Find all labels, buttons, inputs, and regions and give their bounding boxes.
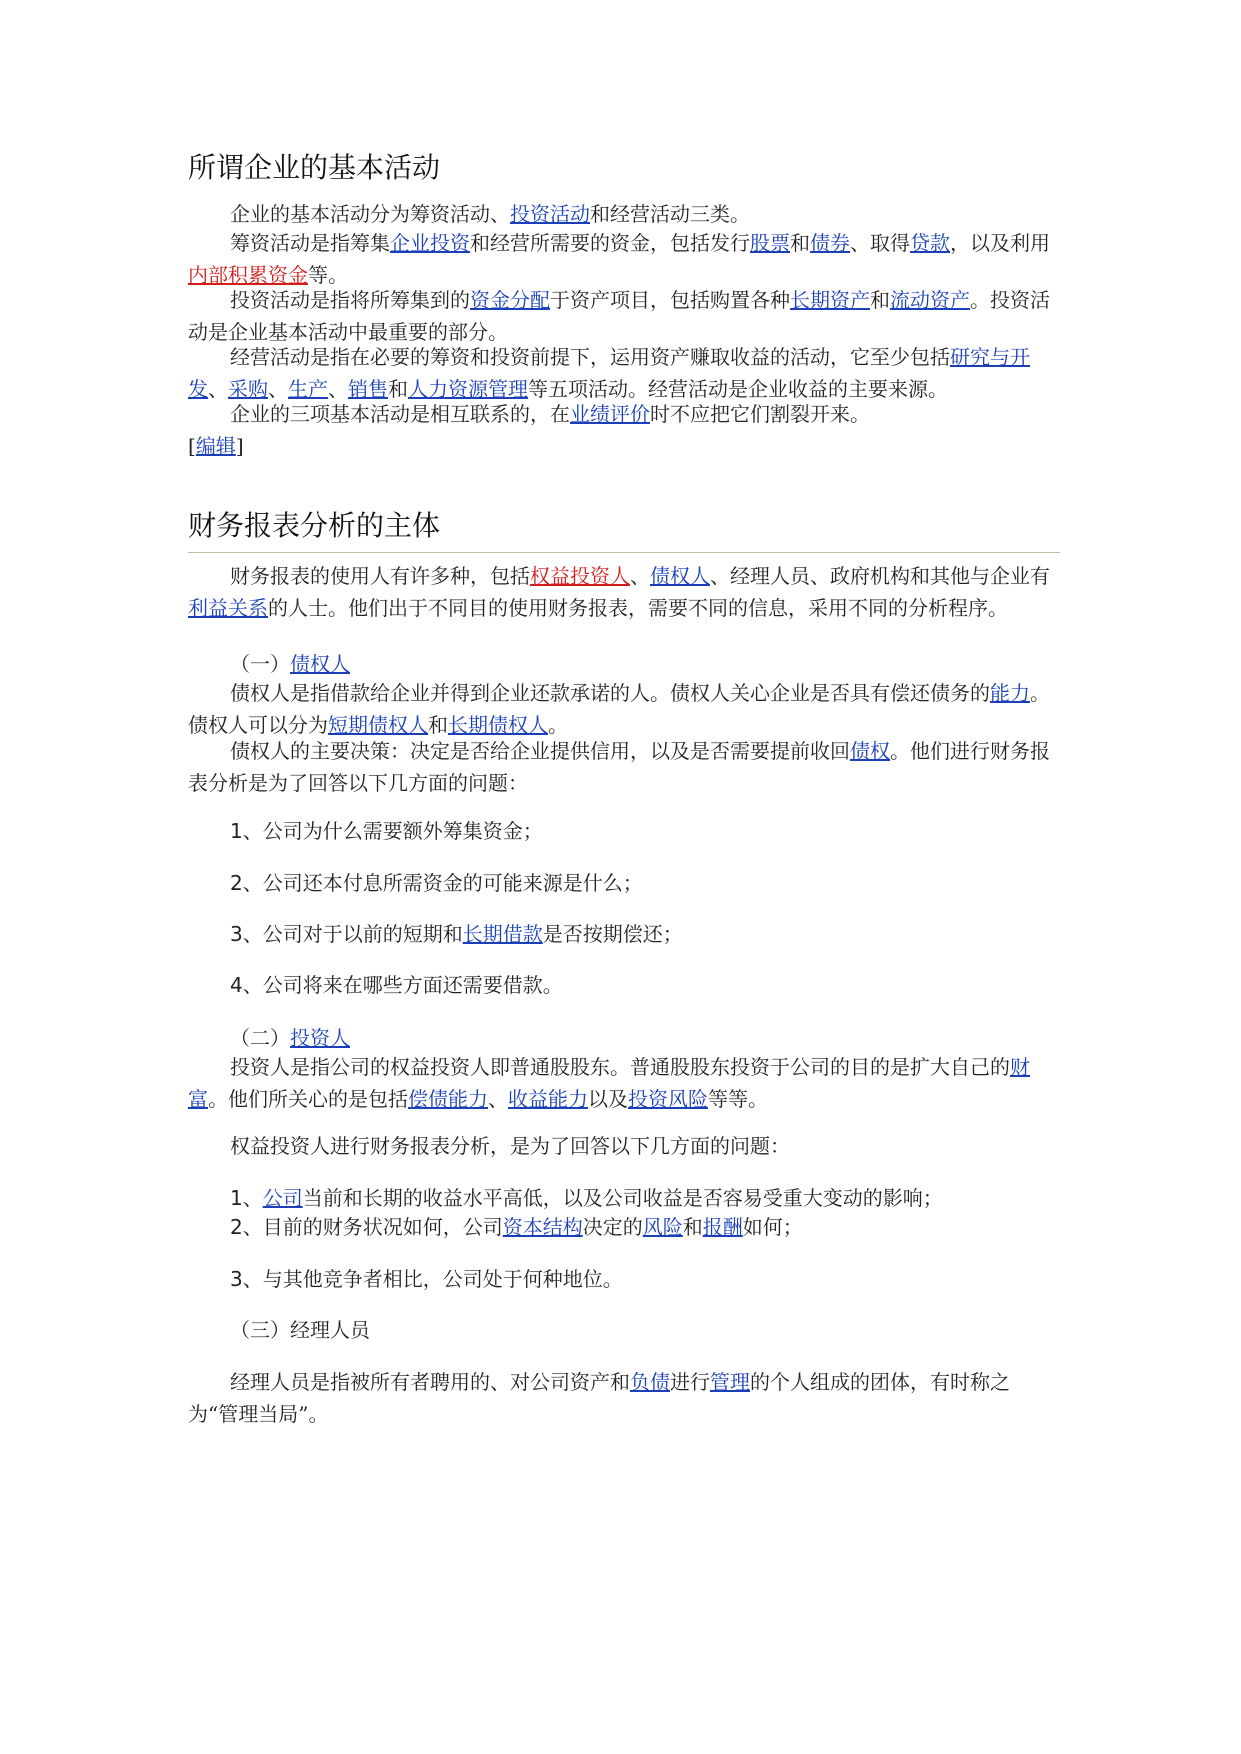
paragraph: 权益投资人进行财务报表分析，是为了回答以下几方面的问题： <box>230 1134 790 1158</box>
link-long-term-creditor[interactable]: 长期债权人 <box>448 713 548 737</box>
link-stock[interactable]: 股票 <box>750 231 790 255</box>
link-interest-relation[interactable]: 利益关系 <box>188 596 268 620</box>
paragraph: 经营活动是指在必要的筹资和投资前提下，运用资产赚取收益的活动，它至少包括研究与开发、采购、生产、销售和人力资源管理等五项活动。经营活动是企业收益的主要来源。 <box>188 345 1030 401</box>
link-enterprise-investment[interactable]: 企业投资 <box>390 231 470 255</box>
list-item: 2、目前的财务状况如何，公司资本结构决定的风险和报酬如何； <box>230 1215 803 1239</box>
link-creditor-heading[interactable]: 债权人 <box>290 652 350 676</box>
link-risk[interactable]: 风险 <box>642 1215 683 1239</box>
list-item: 3、公司对于以前的短期和长期借款是否按期偿还； <box>230 922 683 946</box>
link-management[interactable]: 管理 <box>710 1370 750 1394</box>
link-wealth[interactable]: 财富 <box>188 1055 1030 1111</box>
subheading-managers: （三）经理人员 <box>230 1318 370 1342</box>
paragraph: 财务报表的使用人有许多种，包括权益投资人、债权人、经理人员、政府机构和其他与企业有利益关系的人士。他们出于不同目的使用财务报表，需要不同的信息，采用不同的分析程序。 <box>188 564 1050 620</box>
link-reward[interactable]: 报酬 <box>702 1215 743 1239</box>
list-item: 4、公司将来在哪些方面还需要借款。 <box>230 973 563 997</box>
paragraph: 债权人是指借款给企业并得到企业还款承诺的人。债权人关心企业是否具有偿还债务的能力。债权人可以分为短期债权人和长期债权人。 <box>188 681 1050 737</box>
link-bond[interactable]: 债券 <box>810 231 850 255</box>
link-solvency[interactable]: 偿债能力 <box>408 1087 488 1111</box>
link-current-assets[interactable]: 流动资产 <box>890 288 970 312</box>
list-item: 3、与其他竞争者相比，公司处于何种地位。 <box>230 1267 623 1291</box>
link-loan[interactable]: 贷款 <box>910 231 950 255</box>
paragraph: 企业的三项基本活动是相互联系的，在业绩评价时不应把它们割裂开来。 <box>230 402 870 426</box>
link-ability[interactable]: 能力 <box>990 681 1030 705</box>
subheading-investor: （二）投资人 <box>230 1026 350 1050</box>
link-internal-accumulated-funds[interactable]: 内部积累资金 <box>188 263 308 287</box>
subheading-creditor: （一）债权人 <box>230 652 350 676</box>
paragraph: 筹资活动是指筹集企业投资和经营所需要的资金，包括发行股票和债券、取得贷款，以及利用内部积累资金等。 <box>188 231 1050 287</box>
link-capital-structure[interactable]: 资本结构 <box>502 1215 583 1239</box>
link-claim[interactable]: 债权 <box>850 739 890 763</box>
link-long-term-borrowing[interactable]: 长期借款 <box>462 922 543 946</box>
link-procurement[interactable]: 采购 <box>228 377 268 401</box>
link-fund-allocation[interactable]: 资金分配 <box>470 288 550 312</box>
link-investor-heading[interactable]: 投资人 <box>290 1026 350 1050</box>
list-item: 1、公司为什么需要额外筹集资金； <box>230 819 543 843</box>
link-investment-activity[interactable]: 投资活动 <box>510 202 590 226</box>
link-liabilities[interactable]: 负债 <box>630 1370 670 1394</box>
list-item: 2、公司还本付息所需资金的可能来源是什么； <box>230 871 643 895</box>
link-hr-management[interactable]: 人力资源管理 <box>408 377 528 401</box>
link-sales[interactable]: 销售 <box>348 377 388 401</box>
link-creditor[interactable]: 债权人 <box>650 564 710 588</box>
link-company[interactable]: 公司 <box>262 1186 303 1210</box>
section-divider <box>188 552 1060 553</box>
link-profitability[interactable]: 收益能力 <box>508 1087 588 1111</box>
list-item: 1、公司当前和长期的收益水平高低，以及公司收益是否容易受重大变动的影响； <box>230 1186 943 1210</box>
link-equity-investor[interactable]: 权益投资人 <box>530 564 630 588</box>
section-title-report-users: 财务报表分析的主体 <box>188 509 441 542</box>
edit-link[interactable]: 编辑 <box>195 434 236 458</box>
edit-link-wrapper: [编辑] <box>188 434 244 458</box>
paragraph: 企业的基本活动分为筹资活动、投资活动和经营活动三类。 <box>230 202 750 226</box>
link-investment-risk[interactable]: 投资风险 <box>628 1087 708 1111</box>
link-performance-evaluation[interactable]: 业绩评价 <box>570 402 650 426</box>
paragraph: 经理人员是指被所有者聘用的、对公司资产和负债进行管理的个人组成的团体，有时称之为“管理当局”。 <box>188 1370 1010 1426</box>
link-short-term-creditor[interactable]: 短期债权人 <box>328 713 428 737</box>
link-research-development[interactable]: 研究与开发 <box>188 345 1030 401</box>
link-production[interactable]: 生产 <box>288 377 328 401</box>
paragraph: 投资人是指公司的权益投资人即普通股股东。普通股股东投资于公司的目的是扩大自己的财富。他们所关心的是包括偿债能力、收益能力以及投资风险等等。 <box>188 1055 1030 1111</box>
link-long-term-assets[interactable]: 长期资产 <box>790 288 870 312</box>
section-title-basic-activities: 所谓企业的基本活动 <box>188 151 441 184</box>
paragraph: 债权人的主要决策：决定是否给企业提供信用，以及是否需要提前收回债权。他们进行财务报表分析是为了回答以下几方面的问题： <box>188 739 1050 795</box>
paragraph: 投资活动是指将所筹集到的资金分配于资产项目，包括购置各种长期资产和流动资产。投资活动是企业基本活动中最重要的部分。 <box>188 288 1050 344</box>
